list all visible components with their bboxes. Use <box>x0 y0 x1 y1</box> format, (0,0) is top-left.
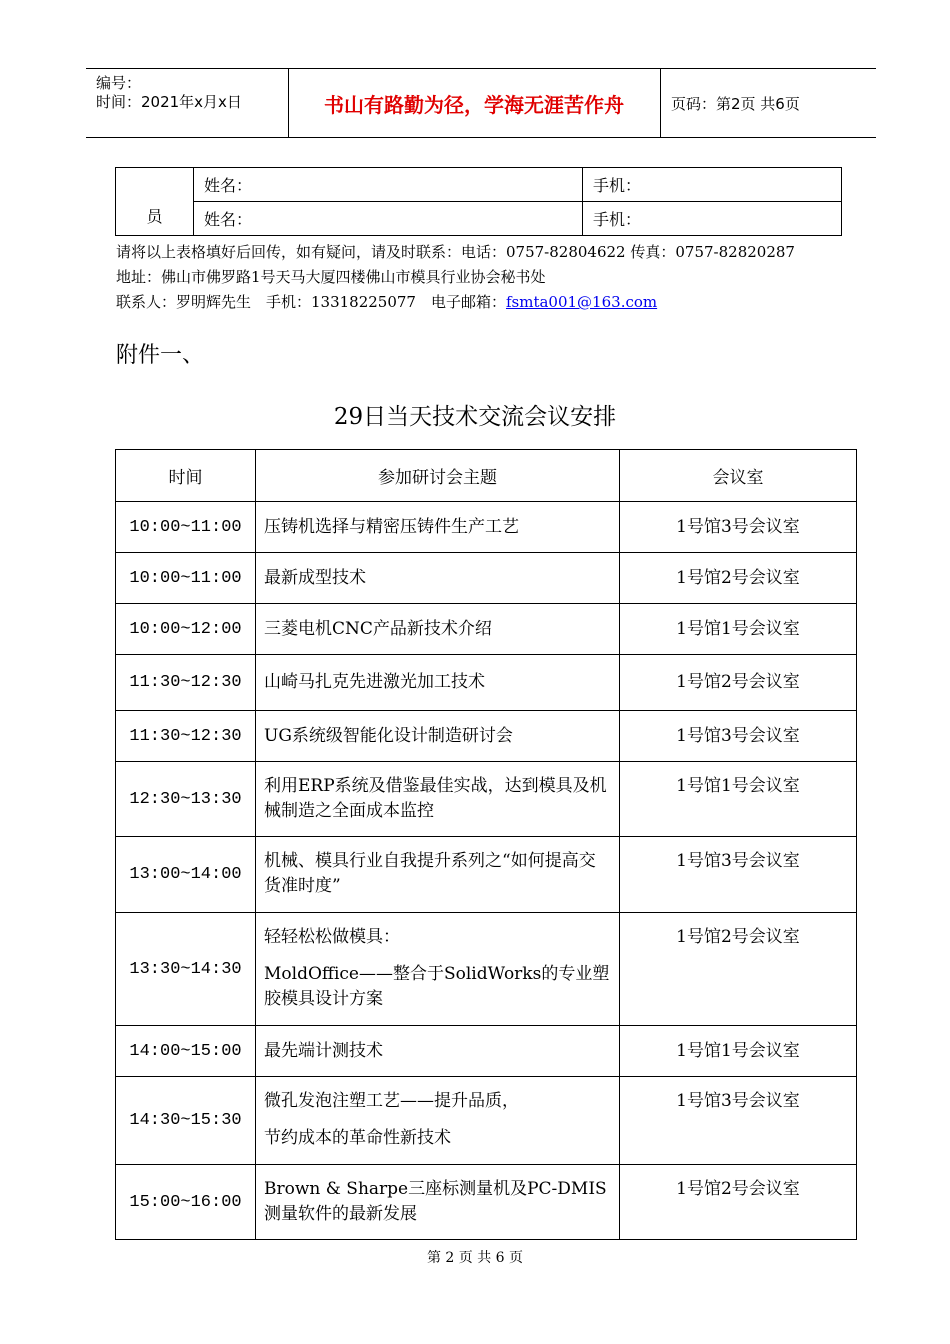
room-cell: 1号馆1号会议室 <box>620 762 857 837</box>
address-line: 地址：佛山市佛罗路1号天马大厦四楼佛山市模具行业协会秘书处 <box>116 268 546 286</box>
time-cell: 15:00~16:00 <box>116 1165 256 1240</box>
table-row <box>116 604 857 655</box>
room-column-header: 会议室 <box>620 450 857 502</box>
contact-person-text: 联系人：罗明辉先生 手机：13318225077 电子邮箱： <box>116 293 506 311</box>
participant-row <box>116 168 842 202</box>
room-cell: 1号馆3号会议室 <box>620 502 857 553</box>
topic-cell <box>256 913 620 1026</box>
topic-line: 节约成本的革命性新技术 <box>264 1128 451 1148</box>
annex-label: 附件一、 <box>116 343 205 368</box>
table-row <box>116 711 857 762</box>
header-divider <box>660 69 661 137</box>
room-cell: 1号馆3号会议室 <box>620 711 857 762</box>
room-cell: 1号馆2号会议室 <box>620 1165 857 1240</box>
phone-field[interactable]: 手机： <box>583 168 842 202</box>
topic-cell: 三菱电机CNC产品新技术介绍 <box>256 604 620 655</box>
time-cell: 10:00~12:00 <box>116 604 256 655</box>
header-motto: 书山有路勤为径，学海无涯苦作舟 <box>324 92 624 117</box>
schedule-header-row <box>116 450 857 502</box>
topic-line: MoldOffice——整合于SolidWorks的专业塑胶模具设计方案 <box>264 964 610 1009</box>
topic-column-header: 参加研讨会主题 <box>256 450 620 502</box>
time-cell: 12:30~13:30 <box>116 762 256 837</box>
time-cell: 10:00~11:00 <box>116 502 256 553</box>
page-header <box>86 68 876 138</box>
table-row <box>116 1165 857 1240</box>
contact-person-line <box>116 291 657 312</box>
room-cell: 1号馆3号会议室 <box>620 837 857 913</box>
topic-cell <box>256 1077 620 1165</box>
schedule-table <box>115 449 857 1240</box>
table-row <box>116 913 857 1026</box>
email-link[interactable]: fsmta001@163.com <box>505 293 658 311</box>
room-cell: 1号馆2号会议室 <box>620 655 857 711</box>
table-row <box>116 502 857 553</box>
phone-field[interactable]: 手机： <box>583 202 842 236</box>
table-row <box>116 1077 857 1165</box>
page-footer: 第 2 页 共 6 页 <box>426 1250 524 1266</box>
topic-cell: Brown & Sharpe三座标测量机及PC-DMIS测量软件的最新发展 <box>256 1165 620 1240</box>
topic-cell: UG系统级智能化设计制造研讨会 <box>256 711 620 762</box>
table-row <box>116 553 857 604</box>
table-row <box>116 655 857 711</box>
topic-cell: 最先端计测技术 <box>256 1026 620 1077</box>
participant-row <box>116 202 842 236</box>
table-row <box>116 837 857 913</box>
topic-line: 轻轻松松做模具： <box>264 927 400 947</box>
time-cell: 13:00~14:00 <box>116 837 256 913</box>
schedule-title: 29日当天技术交流会议安排 <box>333 404 617 430</box>
table-row <box>116 1026 857 1077</box>
name-field[interactable]: 姓名： <box>194 168 583 202</box>
topic-cell: 山崎马扎克先进激光加工技术 <box>256 655 620 711</box>
time-cell: 13:30~14:30 <box>116 913 256 1026</box>
time-cell: 10:00~11:00 <box>116 553 256 604</box>
room-cell: 1号馆2号会议室 <box>620 913 857 1026</box>
topic-cell: 最新成型技术 <box>256 553 620 604</box>
time-cell: 14:00~15:00 <box>116 1026 256 1077</box>
code-label: 编号： <box>96 74 142 92</box>
topic-cell: 利用ERP系统及借鉴最佳实战，达到模具及机械制造之全面成本监控 <box>256 762 620 837</box>
time-label: 时间：2021年x月x日 <box>96 93 242 111</box>
topic-cell: 机械、模具行业自我提升系列之“如何提高交货准时度” <box>256 837 620 913</box>
room-cell: 1号馆1号会议室 <box>620 604 857 655</box>
room-cell: 1号馆3号会议室 <box>620 1077 857 1165</box>
time-cell: 14:30~15:30 <box>116 1077 256 1165</box>
topic-line: 微孔发泡注塑工艺——提升品质， <box>264 1091 519 1111</box>
role-cell: 员 <box>116 168 194 236</box>
name-field[interactable]: 姓名： <box>194 202 583 236</box>
time-cell: 11:30~12:30 <box>116 655 256 711</box>
time-column-header: 时间 <box>116 450 256 502</box>
page-number-label: 页码：第2页 共6页 <box>671 95 800 113</box>
room-cell: 1号馆1号会议室 <box>620 1026 857 1077</box>
contact-info-line: 请将以上表格填好后回传，如有疑问，请及时联系：电话：0757-82804622 传真：0757-82820287 <box>116 243 795 261</box>
header-meta <box>86 69 288 137</box>
time-cell: 11:30~12:30 <box>116 711 256 762</box>
room-cell: 1号馆2号会议室 <box>620 553 857 604</box>
participant-table <box>115 167 842 236</box>
topic-cell: 压铸机选择与精密压铸件生产工艺 <box>256 502 620 553</box>
table-row <box>116 762 857 837</box>
